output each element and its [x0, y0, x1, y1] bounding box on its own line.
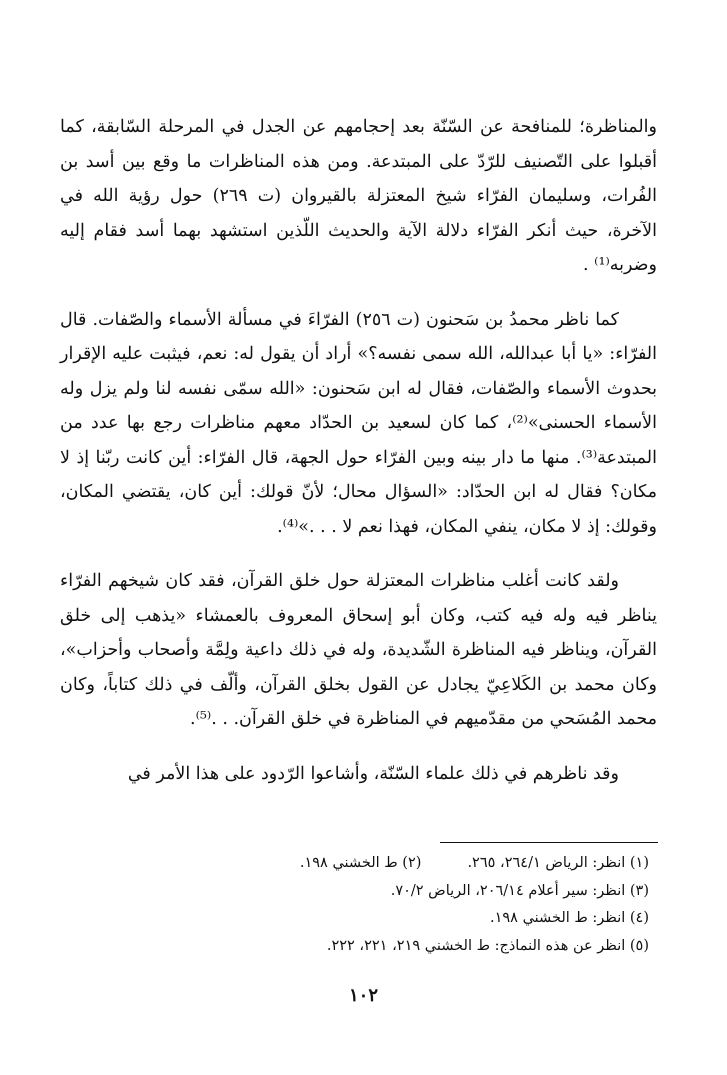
paragraph-1: والمناظرة؛ للمنافحة عن السّنّة بعد إحجامهم عن الجدل في المرحلة السّابقة، كما أقبلوا على التّصنيف للرّدّ على المبتدعة. ومن هذه المناظرات ما وقع بين أسد بن الفُرات، وسليمان الفرّاء شيخ المعتزلة بالقيروان (ت ٢٦٩) حول رؤية الله في الآخرة، حيث أنكر الفرّاء دلالة الآية والحديث اللّذين استشهد بهما أسد فقام إليه وضربه⁽¹⁾ .: [60, 117, 658, 275]
footnote-row-1: [70, 850, 649, 878]
footnote-3: (٣) انظر: سير أعلام ٢٠٦/١٤، الرياض ٧٠/٢.: [390, 882, 649, 899]
footnote-4: (٤) انظر: ط الخشني ١٩٨.: [489, 910, 649, 926]
footnote-2: (٢) ط الخشني ١٩٨.: [299, 855, 422, 871]
paragraph-2: كما ناظر محمدُ بن سَحنون (ت ٢٥٦) الفرّاءَ في مسألة الأسماء والصّفات. قال الفرّاء: «يا أبا عبدالله، الله سمى نفسه؟» أراد أن يقول له: نعم، فيثبت عليه الإقرار بحدوث الأسماء والصّفات، فقال له ابن سَحنون: «الله سمّى نفسه لنا ولم يزل وله الأسماء الحسنى»⁽²⁾، كما كان لسعيد بن الحدّاد معهم مناظرات رجع بها عدد من المبتدعة⁽³⁾. منها ما دار بينه وبين الفرّاء حول الجهة، قال الفرّاء: أين كانت ربّنا إذ لا مكان؟ فقال له ابن الحدّاد: «السؤال محال؛ لأنّ قولك: أين كان، يقتضي المكان، وقولك: إذ لا مكان، ينفي المكان، فهذا نعم لا . . .»⁽⁴⁾.: [60, 309, 657, 537]
main-text: [60, 110, 657, 791]
paragraph-3: ولقد كانت أغلب مناظرات المعتزلة حول خلق القرآن، فقد كان شيخهم الفرّاء يناظر فيه وله فيه كتب، وكان أبو إسحاق المعروف بالعمشاء «يذهب إلى خلق القرآن، ويناظر فيه المناظرة الشّديدة، وله في ذلك داعية ولِمَّة وأصحاب وأحزاب»، وكان محمد بن الكَلاعِيّ يجادل عن القول بخلق القرآن، وألّف في ذلك كتاباً، وكان محمد المُسَحي من مقدّميهم في المناظرة في خلق القرآن. . .⁽⁵⁾.: [60, 571, 657, 729]
page-number: ١٠٢: [348, 985, 378, 1006]
footnote-1: (١) انظر: الرياض ٢٦٤/١، ٢٦٥.: [467, 855, 649, 871]
footnote-separator: [440, 842, 658, 843]
footnote-5: (٥) انظر عن هذه النماذج: ط الخشني ٢١٩، ٢٢١، ٢٢٢.: [326, 937, 649, 954]
paragraph-4: وقد ناظرهم في ذلك علماء السّنّة، وأشاعوا الرّدود على هذا الأمر في: [127, 763, 619, 784]
footnotes: [70, 850, 649, 960]
